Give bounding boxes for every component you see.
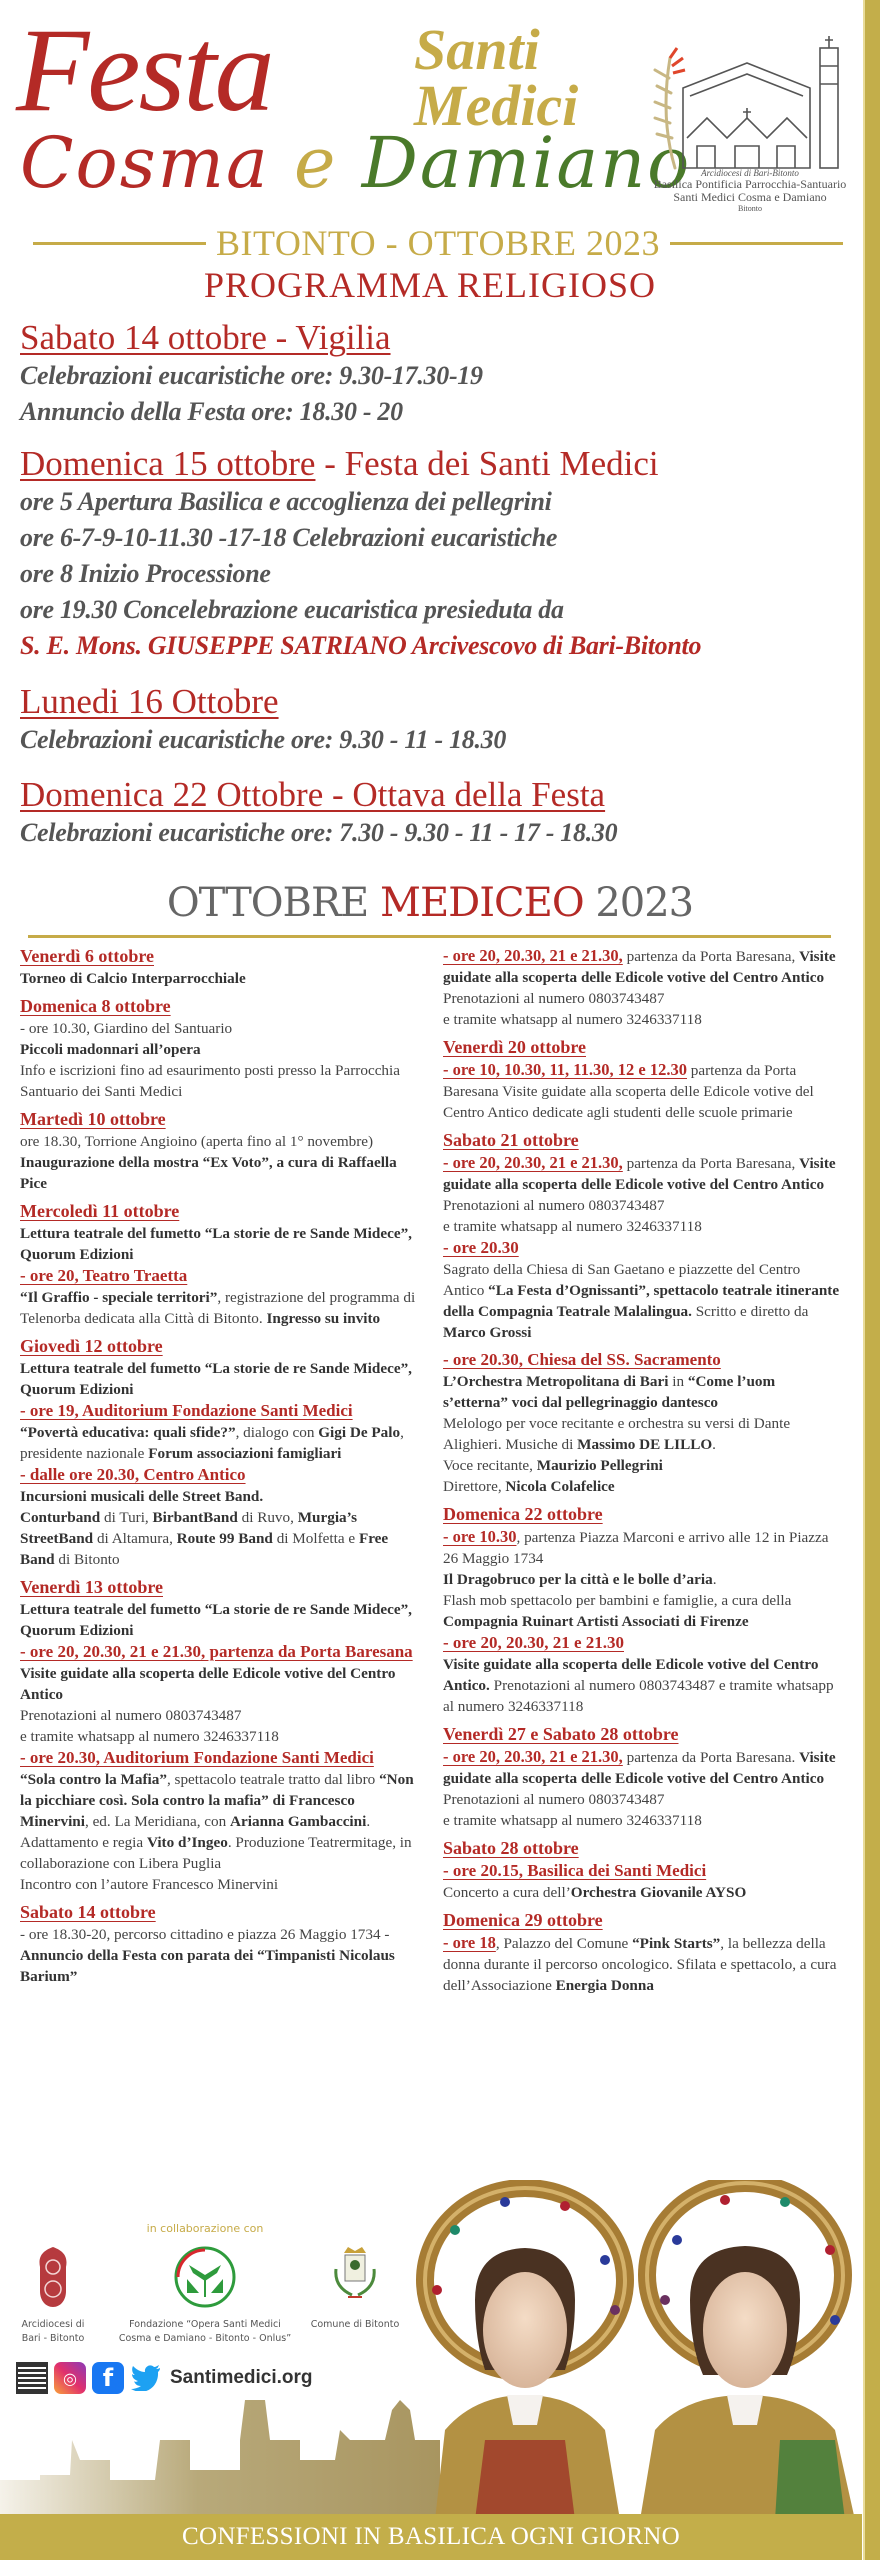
day-heading: Domenica 22 Ottobre - Ottava della Festa bbox=[20, 775, 606, 814]
title-santi-medici bbox=[414, 17, 579, 138]
event: Sabato 28 ottobre - ore 20.15, Basilica dei Santi Medici Concerto a cura dell’Orchestra Giovanile AYSO bbox=[443, 1837, 843, 1903]
event-time-place: - ore 20, 20.30, 21 e 21.30, bbox=[443, 1153, 623, 1172]
date-title: BITONTO - OTTOBRE 2023 bbox=[216, 223, 661, 263]
facebook-icon[interactable]: f bbox=[92, 2362, 124, 2394]
website-link[interactable]: Santimedici.org bbox=[170, 2367, 313, 2388]
archdiocese-crest-icon bbox=[36, 2245, 70, 2309]
title-festa: Festa bbox=[16, 3, 273, 136]
title-e: e bbox=[294, 122, 338, 204]
collaboration-label: in collaborazione con bbox=[146, 2222, 264, 2235]
event-time-place: - ore 20, 20.30, 21 e 21.30, bbox=[443, 946, 623, 965]
event: Venerdì 6 ottobre Torneo di Calcio Interparrocchiale bbox=[20, 946, 246, 987]
events-right-column bbox=[443, 945, 843, 2002]
event-time-place: - ore 20, 20.30, 21 e 21.30 bbox=[443, 1633, 624, 1652]
event: Domenica 22 ottobre - ore 10.30, partenza Piazza Marconi e arrivo alle 12 in Piazza 26 Maggio 1734 Il Dragobruco per la città e le bolle d’aria. Flash mob spettacolo per bambini e famiglie, a cura della Compagnia Ruinart Artisti Associati di Firenze - ore 20, 20.30, 21 e 21.30 Visite guidate alla scoperta delle Edicole votive del Centro Antico. Prenotazioni al numero 0803743487 e tramite whatsapp al numero 3246337118 bbox=[443, 1503, 843, 1717]
event: Domenica 29 ottobre - ore 18, Palazzo del Comune “Pink Starts”, la bellezza della donna durante il percorso oncologico. Sfilata e spettacolo, a cura dell’Associazione Energia Donna bbox=[443, 1910, 837, 1994]
event-time-place: - ore 20.30, Auditorium Fondazione Santi Medici bbox=[20, 1748, 374, 1767]
divider bbox=[670, 242, 843, 245]
title-santi: Santi bbox=[414, 17, 540, 82]
partner-foundation: Fondazione “Opera Santi Medici Cosma e Damiano - Bitonto - Onlus” bbox=[110, 2245, 300, 2346]
event-time-place: - ore 20, 20.30, 21 e 21.30, bbox=[443, 1747, 623, 1766]
day-line: ore 19.30 Concelebrazione eucaristica presieduta da bbox=[20, 595, 564, 624]
title-damiano: Damiano bbox=[361, 122, 692, 204]
day-heading: Sabato 14 ottobre - Vigilia bbox=[20, 318, 391, 357]
event-time-place: - ore 20.15, Basilica dei Santi Medici bbox=[443, 1861, 707, 1880]
ottobre-mediceo-title: OTTOBRE MEDICEO 2023 bbox=[166, 880, 694, 926]
event: - ore 20, 20.30, 21 e 21.30, partenza da Porta Baresana, Visite guidate alla scoperta delle Edicole votive del Centro Antico Prenotazioni al numero 0803743487 e tramite whatsapp al numero 3246337118 bbox=[443, 946, 836, 1028]
day-line: Celebrazioni eucaristiche ore: 7.30 - 9.30 - 11 - 17 - 18.30 bbox=[20, 818, 618, 847]
day-line: ore 5 Apertura Basilica e accoglienza dei pellegrini bbox=[20, 487, 552, 516]
date-line bbox=[33, 223, 843, 263]
event: Mercoledì 11 ottobre Lettura teatrale del fumetto “La storie de re Sande Midece”, Quorum Edizioni - ore 20, Teatro Traetta “Il Graffio - speciale territori”, registrazione del programma di Telenorba dedicata alla Città di Bitonto. Ingresso su invito bbox=[20, 1200, 425, 1329]
day-line: ore 6-7-9-10-11.30 -17-18 Celebrazioni eucaristiche bbox=[20, 523, 558, 552]
event-time-place: - ore 20, Teatro Traetta bbox=[20, 1266, 188, 1285]
religious-day-2 bbox=[20, 444, 840, 664]
partner-archdiocese: Arcidiocesi di Bari - Bitonto bbox=[8, 2245, 98, 2346]
event-time-place: - ore 20.30 bbox=[443, 1238, 519, 1257]
title-cosma: Cosma bbox=[20, 122, 270, 204]
event-time-place: - ore 19, Auditorium Fondazione Santi Medici bbox=[20, 1401, 353, 1420]
day-line: Celebrazioni eucaristiche ore: 9.30-17.30-19 bbox=[20, 361, 483, 390]
event-date: Mercoledì 11 ottobre bbox=[20, 1201, 180, 1221]
celebrant-line: S. E. Mons. GIUSEPPE SATRIANO Arcivescovo di Bari-Bitonto bbox=[20, 631, 702, 660]
event: Sabato 21 ottobre - ore 20, 20.30, 21 e 21.30, partenza da Porta Baresana, Visite guidate alla scoperta delle Edicole votive del Centro Antico Prenotazioni al numero 0803743487 e tramite whatsapp al numero 3246337118 - ore 20.30 Sagrato della Chiesa di San Gaetano e piazzette del Centro Antico “La Festa d’Ognissanti”, spettacolo teatrale itinerante della Compagnia Teatrale Malalingua. Scritto e diretto da Marco Grossi - ore 20.30, Chiesa del SS. Sacramento L’Orchestra Metropolitana di Bari in “Come l’uom s’etterna” voci dal pellegrinaggio dantesco Melologo per voce recitante e orchestra su versi di Dante Alighieri. Musiche di Massimo DE LILLO. Voce recitante, Maurizio Pellegrini Direttore, Nicola Colafelice bbox=[443, 1129, 843, 1497]
event: Domenica 8 ottobre - ore 10.30, Giardino del Santuario Piccoli madonnari all’opera Info e iscrizioni fino ad esaurimento posti presso la Parrocchia Santuario dei Santi Medici bbox=[20, 996, 400, 1100]
saint-cosma bbox=[425, 2188, 625, 2520]
event-date: Martedì 10 ottobre bbox=[20, 1109, 166, 1129]
title-medici: Medici bbox=[414, 73, 579, 138]
event: Giovedì 12 ottobre Lettura teatrale del fumetto “La storie de re Sande Midece”, Quorum Edizioni - ore 19, Auditorium Fondazione Santi Medici “Povertà educativa: quali sfide?”, dialogo con Gigi De Palo, presidente nazionale Forum associazioni famigliari - dalle ore 20.30, Centro Antico Incursioni musicali delle Street Band. Conturband di Turi, BirbantBand di Ruvo, Murgia’s StreetBand di Altamura, Route 99 Band di Molfetta e Free Band di Bitonto bbox=[20, 1335, 425, 1570]
event-time-place: - dalle ore 20.30, Centro Antico bbox=[20, 1465, 246, 1484]
event-date: Venerdì 6 ottobre bbox=[20, 946, 154, 966]
twitter-icon[interactable] bbox=[130, 2362, 162, 2394]
event-date: Domenica 8 ottobre bbox=[20, 996, 171, 1016]
day-heading: Lunedi 16 Ottobre bbox=[20, 682, 279, 721]
event-date: Giovedì 12 ottobre bbox=[20, 1336, 163, 1356]
day-heading: Domenica 15 ottobre - Festa dei Santi Medici bbox=[20, 444, 659, 483]
event-date: Sabato 14 ottobre bbox=[20, 1902, 156, 1922]
event: Venerdì 20 ottobre - ore 10, 10.30, 11, 11.30, 12 e 12.30 partenza da Porta Baresana Visite guidate alla scoperta delle Edicole votive del Centro Antico dedicate agli studenti delle scuole primarie bbox=[443, 1037, 814, 1121]
qr-code-icon[interactable] bbox=[16, 2362, 48, 2394]
municipal-crest-icon bbox=[330, 2245, 380, 2309]
basilica-logo-caption: Arcidiocesi di Bari-Bitonto Basilica Pontificia Parrocchia-Santuario Santi Medici Cosma e Damiano Bitonto bbox=[653, 168, 847, 213]
event: Venerdì 27 e Sabato 28 ottobre - ore 20, 20.30, 21 e 21.30, partenza da Porta Baresana. Visite guidate alla scoperta delle Edicole votive del Centro Antico Prenotazioni al numero 0803743487 e tramite whatsapp al numero 3246337118 bbox=[443, 1724, 836, 1829]
event: Martedì 10 ottobre ore 18.30, Torrione Angioino (aperta fino al 1° novembre) Inaugurazione della mostra “Ex Voto”, a cura di Raffaella Pice bbox=[20, 1109, 397, 1192]
partner-comune: Comune di Bitonto bbox=[300, 2245, 410, 2332]
event-time-place: - ore 18 bbox=[443, 1933, 496, 1952]
event: Venerdì 13 ottobre Lettura teatrale del fumetto “La storie de re Sande Midece”, Quorum Edizioni - ore 20, 20.30, 21 e 21.30, partenza da Porta Baresana Visite guidate alla scoperta delle Edicole votive del Centro Antico Prenotazioni al numero 0803743487 e tramite whatsapp al numero 3246337118 - ore 20.30, Auditorium Fondazione Santi Medici “Sola contro la Mafia”, spettacolo teatrale tratto dal libro “Non la picchiare così. Sola contro la mafia” di Francesco Minervini, ed. La Meridiana, con Arianna Gambaccini. Adattamento e regia Vito d’Ingeo. Produzione Teatrermitage, in collaborazione con Libera Puglia Incontro con l’autore Francesco Minervini bbox=[20, 1576, 425, 1895]
event-time-place: - ore 10.30 bbox=[443, 1527, 517, 1546]
title-cosma-e-damiano bbox=[20, 122, 692, 204]
saints-statues-image bbox=[415, 2180, 860, 2520]
event-date: Venerdì 20 ottobre bbox=[443, 1037, 586, 1057]
divider bbox=[28, 935, 831, 938]
program-title: PROGRAMMA RELIGIOSO bbox=[203, 265, 657, 305]
divider bbox=[33, 242, 206, 245]
event-date: Domenica 22 ottobre bbox=[443, 1504, 603, 1524]
social-links bbox=[16, 2360, 313, 2396]
event-time-place: - ore 10, 10.30, 11, 11.30, 12 e 12.30 bbox=[443, 1060, 687, 1079]
event-time-place: - ore 20.30, Chiesa del SS. Sacramento bbox=[443, 1350, 721, 1369]
events-left-column bbox=[20, 945, 425, 1993]
event-date: Domenica 29 ottobre bbox=[443, 1910, 603, 1930]
event-date: Venerdì 27 e Sabato 28 ottobre bbox=[443, 1724, 679, 1744]
event-date: Sabato 21 ottobre bbox=[443, 1130, 579, 1150]
bitonto-skyline-icon bbox=[0, 2400, 440, 2520]
right-gold-border bbox=[863, 0, 880, 2560]
event-date: Sabato 28 ottobre bbox=[443, 1838, 579, 1858]
confessions-banner: CONFESSIONI IN BASILICA OGNI GIORNO bbox=[0, 2514, 862, 2560]
foundation-logo-icon bbox=[173, 2245, 237, 2309]
instagram-icon[interactable]: ◎ bbox=[54, 2362, 86, 2394]
day-line: Annuncio della Festa ore: 18.30 - 20 bbox=[20, 397, 403, 426]
event-date: Venerdì 13 ottobre bbox=[20, 1577, 163, 1597]
day-line: ore 8 Inizio Processione bbox=[20, 559, 271, 588]
religious-day-1 bbox=[20, 318, 840, 430]
saint-damiano bbox=[640, 2183, 855, 2520]
religious-day-4 bbox=[20, 775, 840, 851]
religious-day-3 bbox=[20, 682, 840, 758]
twitter-bird-icon bbox=[131, 2365, 161, 2391]
day-line: Celebrazioni eucaristiche ore: 9.30 - 11 - 18.30 bbox=[20, 725, 507, 754]
event-time-place: - ore 20, 20.30, 21 e 21.30, partenza da Porta Baresana bbox=[20, 1642, 413, 1661]
event: Sabato 14 ottobre - ore 18.30-20, percorso cittadino e piazza 26 Maggio 1734 - Annuncio della Festa con parata dei “Timpanisti Nicolaus Barium” bbox=[20, 1902, 395, 1985]
